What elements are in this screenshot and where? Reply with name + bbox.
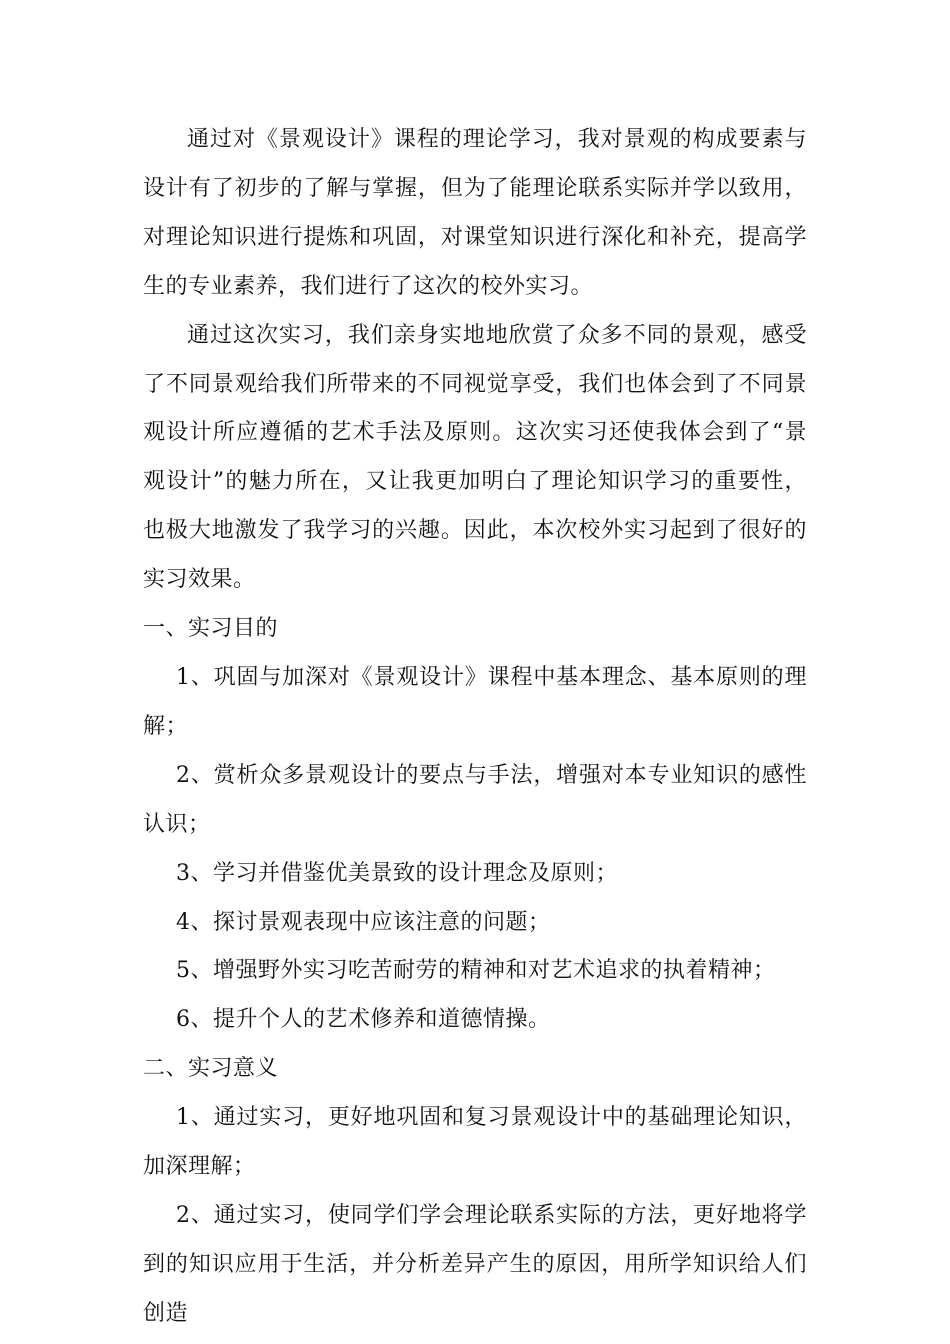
intro-paragraph-1: 通过对《景观设计》课程的理论学习，我对景观的构成要素与设计有了初步的了解与掌握，但为了能理论联系实际并学以致用，对理论知识进行提炼和巩固，对课堂知识进行深化和补充，提高学生的专业素养，我们进行了这次的校外实习。 [143,127,807,299]
purpose-item-4: 4、探讨景观表现中应该注意的问题； [176,909,551,935]
purpose-item-1: 1、巩固与加深对《景观设计》课程中基本理念、基本原则的理解； [143,664,807,739]
document-body [143,116,807,1339]
purpose-item-5: 5、增强野外实习吃苦耐劳的精神和对艺术追求的执着精神； [176,958,776,984]
purpose-item-2: 2、赏析众多景观设计的要点与手法，增强对本专业知识的感性认识； [143,762,807,837]
section-heading-significance: 二、实习意义 [143,1056,279,1082]
purpose-item-3: 3、学习并借鉴优美景致的设计理念及原则； [176,860,618,886]
significance-item-1: 1、通过实习，更好地巩固和复习景观设计中的基础理论知识，加深理解； [143,1105,807,1180]
significance-item-2: 2、通过实习，使同学们学会理论联系实际的方法，更好地将学到的知识应用于生活，并分析差异产生的原因，用所学知识给人们创造 [143,1202,807,1326]
section-heading-purpose: 一、实习目的 [143,616,279,642]
intro-paragraph-2: 通过这次实习，我们亲身实地地欣赏了众多不同的景观，感受了不同景观给我们所带来的不同视觉享受，我们也体会到了不同景观设计所应遵循的艺术手法及原则。这次实习还使我体会到了“景观设计”的魅力所在，又让我更加明白了理论知识学习的重要性，也极大地激发了我学习的兴趣。因此，本次校外实习起到了很好的实习效果。 [143,322,807,593]
purpose-item-6: 6、提升个人的艺术修养和道德情操。 [176,1007,551,1033]
